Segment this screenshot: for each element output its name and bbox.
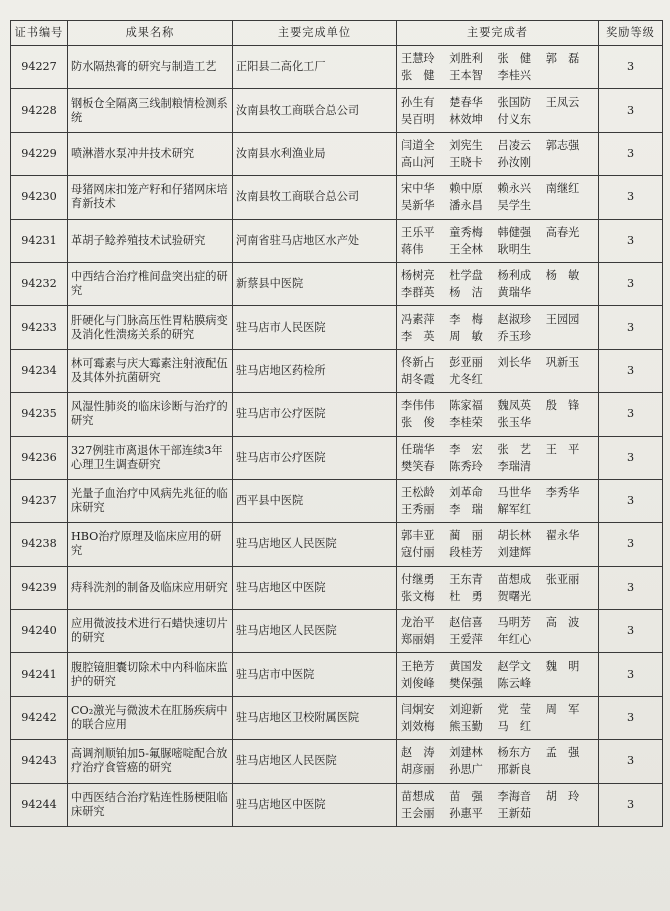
completer-name: 王乐平 — [401, 225, 435, 239]
completing-unit-cell: 驻马店市中医院 — [233, 653, 397, 696]
completer-name: 胡冬霞 — [401, 372, 435, 386]
completer-name: 李桂荣 — [449, 416, 483, 430]
completers-cell — [397, 653, 599, 696]
completer-name: 高 波 — [545, 616, 580, 630]
award-table — [10, 20, 663, 827]
completers-line — [401, 761, 594, 778]
cert-number-cell: 94234 — [11, 349, 68, 392]
cert-number-cell: 94235 — [11, 393, 68, 436]
achievement-name-cell: 中西医结合治疗粘连性肠梗阻临床研究 — [68, 783, 233, 826]
completers-cell — [397, 46, 599, 89]
completer-name: 李 宏 — [449, 442, 483, 456]
completer-name — [546, 718, 594, 735]
cert-number-cell: 94237 — [11, 479, 68, 522]
completer-name: 周 军 — [545, 703, 580, 717]
completer-name — [546, 414, 594, 431]
achievement-name-cell: HBO治疗原理及临床应用的研究 — [68, 523, 233, 566]
header-unit: 主要完成单位 — [233, 21, 397, 46]
table-row — [11, 219, 663, 262]
completer-name: 韩健强 — [497, 225, 532, 239]
completer-name: 高山河 — [401, 155, 435, 169]
table-row — [11, 176, 663, 219]
table-body — [11, 46, 663, 827]
completer-name: 王慧玲 — [401, 52, 435, 66]
completer-name: 王新茹 — [497, 806, 532, 820]
completer-name: 李群英 — [401, 286, 435, 300]
completers-line — [401, 588, 594, 605]
completer-name: 孙生有 — [401, 95, 435, 109]
completers-line — [401, 137, 594, 154]
completer-name — [546, 631, 594, 648]
completing-unit-cell: 驻马店市人民医院 — [233, 306, 397, 349]
completer-name: 林效坤 — [449, 112, 483, 126]
award-grade-cell: 3 — [599, 479, 663, 522]
header-row — [11, 21, 663, 46]
completers-line — [401, 744, 594, 761]
completers-cell — [397, 436, 599, 479]
completer-name: 杜学盘 — [449, 269, 483, 283]
completers-line — [401, 571, 594, 588]
completer-name: 付继勇 — [401, 572, 435, 586]
completer-name: 蔺 丽 — [449, 529, 483, 543]
completer-name: 苗想成 — [497, 572, 532, 586]
completing-unit-cell: 汝南县牧工商联合总公司 — [233, 176, 397, 219]
completers-line — [401, 718, 594, 735]
completers-line — [401, 180, 594, 197]
completer-name: 胡 玲 — [545, 789, 580, 803]
completer-name: 马世华 — [497, 486, 532, 500]
cert-number-cell: 94227 — [11, 46, 68, 89]
table-row — [11, 306, 663, 349]
completer-name: 张玉华 — [497, 416, 532, 430]
achievement-name-cell: 痔科洗剂的制备及临床应用研究 — [68, 566, 233, 609]
header-cert-no: 证书编号 — [11, 21, 68, 46]
completing-unit-cell: 驻马店地区人民医院 — [233, 523, 397, 566]
completer-name: 吴百明 — [401, 112, 435, 126]
completer-name: 张 艺 — [497, 442, 532, 456]
completer-name: 蒋伟 — [401, 242, 424, 256]
completer-name: 高春光 — [545, 225, 580, 239]
table-row — [11, 479, 663, 522]
achievement-name-cell: 327例驻市离退休干部连续3年心理卫生调查研究 — [68, 436, 233, 479]
table-row — [11, 740, 663, 783]
completer-name: 佟新占 — [401, 355, 435, 369]
header-people: 主要完成者 — [397, 21, 599, 46]
completer-name: 解军红 — [497, 503, 532, 517]
completer-name: 杨东方 — [497, 746, 532, 760]
completing-unit-cell: 正阳县二高化工厂 — [233, 46, 397, 89]
table-row — [11, 436, 663, 479]
achievement-name-cell: 肝硬化与门脉高压性胃粘膜病变及消化性溃疡关系的研究 — [68, 306, 233, 349]
completers-line — [401, 788, 594, 805]
completer-name: 闫炯安 — [401, 703, 435, 717]
cert-number-cell: 94238 — [11, 523, 68, 566]
completer-name: 李 瑞 — [449, 503, 483, 517]
completer-name: 吕凌云 — [497, 138, 532, 152]
completer-name: 李桂兴 — [497, 69, 532, 83]
completer-name: 尤冬红 — [449, 372, 483, 386]
completing-unit-cell: 驻马店地区药检所 — [233, 349, 397, 392]
completers-cell — [397, 610, 599, 653]
completer-name: 耿明生 — [497, 242, 532, 256]
completer-name — [546, 544, 594, 561]
completing-unit-cell: 驻马店地区人民医院 — [233, 740, 397, 783]
completer-name: 乔玉珍 — [497, 329, 532, 343]
completer-name: 张 健 — [401, 69, 435, 83]
cert-number-cell: 94239 — [11, 566, 68, 609]
completer-name: 张 健 — [497, 52, 532, 66]
completers-line — [401, 111, 594, 128]
table-row — [11, 523, 663, 566]
completer-name: 王晓卡 — [449, 155, 483, 169]
award-grade-cell: 3 — [599, 653, 663, 696]
completer-name: 付义东 — [497, 112, 532, 126]
completer-name: 刘胜利 — [449, 52, 483, 66]
completer-name: 贺曙光 — [497, 589, 532, 603]
completers-cell — [397, 306, 599, 349]
completer-name: 刘俊峰 — [401, 676, 435, 690]
cert-number-cell: 94228 — [11, 89, 68, 132]
completers-line — [401, 544, 594, 561]
completers-line — [401, 94, 594, 111]
award-grade-cell: 3 — [599, 566, 663, 609]
award-grade-cell: 3 — [599, 349, 663, 392]
completer-name: 杨利成 — [497, 269, 532, 283]
completing-unit-cell: 新蔡县中医院 — [233, 262, 397, 305]
completer-name — [546, 241, 594, 258]
award-grade-cell: 3 — [599, 610, 663, 653]
completer-name: 吴学生 — [497, 199, 532, 213]
completer-name: 潘永昌 — [449, 199, 483, 213]
award-grade-cell: 3 — [599, 740, 663, 783]
award-grade-cell: 3 — [599, 219, 663, 262]
completer-name — [546, 154, 594, 171]
completer-name: 彭亚丽 — [449, 355, 483, 369]
completers-line — [401, 267, 594, 284]
table-header — [11, 21, 663, 46]
completer-name — [546, 588, 594, 605]
completer-name: 张亚丽 — [545, 572, 580, 586]
table-row — [11, 696, 663, 739]
cert-number-cell: 94233 — [11, 306, 68, 349]
completer-name: 王 平 — [545, 442, 580, 456]
cert-number-cell: 94240 — [11, 610, 68, 653]
cert-number-cell: 94229 — [11, 132, 68, 175]
completer-name — [546, 458, 594, 475]
achievement-name-cell: 高调剂顺铂加5-氟脲嘧啶配合放疗治疗食管癌的研究 — [68, 740, 233, 783]
cert-number-cell: 94236 — [11, 436, 68, 479]
achievement-name-cell: 应用微波技术进行石蜡快速切片的研究 — [68, 610, 233, 653]
completer-name: 李海音 — [497, 789, 532, 803]
table-row — [11, 262, 663, 305]
completing-unit-cell: 驻马店地区人民医院 — [233, 610, 397, 653]
completer-name: 刘效梅 — [401, 720, 435, 734]
completers-line — [401, 441, 594, 458]
completers-line — [401, 631, 594, 648]
achievement-name-cell: 林可霉素与庆大霉素注射液配伍及其体外抗菌研究 — [68, 349, 233, 392]
completer-name: 年红心 — [497, 633, 532, 647]
completer-name: 刘宪生 — [449, 138, 483, 152]
completer-name: 任瑞华 — [401, 442, 435, 456]
completer-name: 孙汝刚 — [497, 155, 532, 169]
completers-cell — [397, 523, 599, 566]
completer-name: 吴新华 — [401, 199, 435, 213]
completer-name: 李 梅 — [449, 312, 483, 326]
completer-name: 王东青 — [449, 572, 483, 586]
achievement-name-cell: 钢板仓全隔离三线制粮情检测系统 — [68, 89, 233, 132]
achievement-name-cell: 光量子血治疗中风病先兆征的临床研究 — [68, 479, 233, 522]
completers-line — [401, 501, 594, 518]
award-grade-cell: 3 — [599, 393, 663, 436]
completer-name: 黄国发 — [449, 659, 483, 673]
table-row — [11, 349, 663, 392]
completers-cell — [397, 262, 599, 305]
completer-name: 刘革命 — [449, 486, 483, 500]
completer-name: 龙治平 — [401, 616, 435, 630]
achievement-name-cell: 腹腔镜胆囊切除术中内科临床监护的研究 — [68, 653, 233, 696]
completers-line — [401, 527, 594, 544]
completer-name: 樊保强 — [449, 676, 483, 690]
completer-name: 闫道全 — [401, 138, 435, 152]
completers-line — [401, 701, 594, 718]
completer-name: 刘迎新 — [449, 703, 483, 717]
completer-name: 邢新良 — [497, 763, 532, 777]
completer-name — [546, 328, 594, 345]
completer-name: 赵淑珍 — [497, 312, 532, 326]
completer-name — [498, 371, 546, 388]
header-grade: 奖励等级 — [599, 21, 663, 46]
completer-name: 陈云峰 — [497, 676, 532, 690]
completer-name: 陈秀玲 — [449, 459, 483, 473]
completers-line — [401, 614, 594, 631]
completers-cell — [397, 696, 599, 739]
table-row — [11, 132, 663, 175]
achievement-name-cell: 革胡子鲶养殖技术试验研究 — [68, 219, 233, 262]
completer-name: 张 俊 — [401, 416, 435, 430]
table-row — [11, 783, 663, 826]
completer-name: 周 敏 — [449, 329, 483, 343]
completer-name — [546, 805, 594, 822]
award-grade-cell: 3 — [599, 176, 663, 219]
completer-name: 胡彦丽 — [401, 763, 435, 777]
completer-name: 杜 勇 — [449, 589, 483, 603]
table-row — [11, 653, 663, 696]
completer-name — [546, 284, 594, 301]
award-grade-cell: 3 — [599, 306, 663, 349]
completers-cell — [397, 479, 599, 522]
completer-name: 赵 涛 — [401, 746, 435, 760]
completer-name: 马明芳 — [497, 616, 532, 630]
completers-line — [401, 154, 594, 171]
cert-number-cell: 94243 — [11, 740, 68, 783]
completer-name: 张文梅 — [401, 589, 435, 603]
completer-name: 王凤云 — [545, 95, 580, 109]
achievement-name-cell: CO₂激光与微波术在肛肠疾病中的联合应用 — [68, 696, 233, 739]
award-grade-cell: 3 — [599, 696, 663, 739]
cert-number-cell: 94232 — [11, 262, 68, 305]
completer-name: 王全林 — [449, 242, 483, 256]
completers-cell — [397, 566, 599, 609]
completers-line — [401, 371, 594, 388]
completers-cell — [397, 176, 599, 219]
cert-number-cell: 94244 — [11, 783, 68, 826]
completers-line — [401, 354, 594, 371]
completing-unit-cell: 驻马店地区中医院 — [233, 566, 397, 609]
completer-name: 刘长华 — [497, 355, 532, 369]
completers-line — [401, 484, 594, 501]
completer-name: 孙思广 — [449, 763, 483, 777]
completer-name: 黄瑞华 — [497, 286, 532, 300]
completers-cell — [397, 132, 599, 175]
completers-line — [401, 414, 594, 431]
cert-number-cell: 94231 — [11, 219, 68, 262]
completer-name: 王秀丽 — [401, 503, 435, 517]
completer-name: 赵学文 — [497, 659, 532, 673]
completers-cell — [397, 349, 599, 392]
completer-name: 段桂芳 — [449, 546, 483, 560]
completers-cell — [397, 783, 599, 826]
completers-cell — [397, 219, 599, 262]
award-grade-cell: 3 — [599, 523, 663, 566]
completer-name — [546, 501, 594, 518]
completer-name: 李伟伟 — [401, 399, 435, 413]
completing-unit-cell: 驻马店地区中医院 — [233, 783, 397, 826]
completer-name: 郭 磊 — [545, 52, 580, 66]
completers-cell — [397, 393, 599, 436]
completing-unit-cell: 河南省驻马店地区水产处 — [233, 219, 397, 262]
completer-name — [546, 371, 594, 388]
completer-name: 楚春华 — [449, 95, 483, 109]
award-grade-cell: 3 — [599, 132, 663, 175]
completers-cell — [397, 89, 599, 132]
completer-name: 李秀华 — [545, 486, 580, 500]
completer-name: 赵信喜 — [449, 616, 483, 630]
completers-line — [401, 458, 594, 475]
completers-cell — [397, 740, 599, 783]
completer-name: 胡长林 — [497, 529, 532, 543]
completer-name: 王松龄 — [401, 486, 435, 500]
completer-name: 王艳芳 — [401, 659, 435, 673]
completing-unit-cell: 驻马店市公疗医院 — [233, 393, 397, 436]
completers-line — [401, 197, 594, 214]
completers-line — [401, 224, 594, 241]
completers-line — [401, 328, 594, 345]
completer-name: 孙惠平 — [449, 806, 483, 820]
award-grade-cell: 3 — [599, 262, 663, 305]
cert-number-cell: 94230 — [11, 176, 68, 219]
table-row — [11, 393, 663, 436]
completer-name: 郭志强 — [545, 138, 580, 152]
award-grade-cell: 3 — [599, 89, 663, 132]
completer-name: 郭丰亚 — [401, 529, 435, 543]
completer-name: 王园园 — [545, 312, 580, 326]
completer-name — [546, 197, 594, 214]
header-name: 成果名称 — [68, 21, 233, 46]
completer-name: 郑丽娟 — [401, 633, 435, 647]
completer-name: 童秀梅 — [449, 225, 483, 239]
completer-name: 苗想成 — [401, 789, 435, 803]
completer-name: 马 红 — [497, 720, 532, 734]
completer-name: 南继红 — [545, 182, 580, 196]
completing-unit-cell: 驻马店市公疗医院 — [233, 436, 397, 479]
completer-name — [546, 111, 594, 128]
completer-name — [546, 761, 594, 778]
completers-line — [401, 675, 594, 692]
completers-line — [401, 284, 594, 301]
award-grade-cell: 3 — [599, 783, 663, 826]
completer-name: 赖永兴 — [497, 182, 532, 196]
completing-unit-cell: 汝南县水利渔业局 — [233, 132, 397, 175]
completer-name: 张国防 — [497, 95, 532, 109]
completer-name — [546, 67, 594, 84]
completer-name: 翟永华 — [545, 529, 580, 543]
completers-line — [401, 50, 594, 67]
award-grade-cell: 3 — [599, 46, 663, 89]
completing-unit-cell: 驻马店地区卫校附属医院 — [233, 696, 397, 739]
completer-name: 冯素萍 — [401, 312, 435, 326]
award-grade-cell: 3 — [599, 436, 663, 479]
completer-name: 宋中华 — [401, 182, 435, 196]
completer-name: 苗 强 — [449, 789, 483, 803]
completer-name: 魏 明 — [545, 659, 580, 673]
completer-name: 魏凤英 — [497, 399, 532, 413]
completer-name — [546, 675, 594, 692]
table-row — [11, 46, 663, 89]
achievement-name-cell: 中西结合治疗椎间盘突出症的研究 — [68, 262, 233, 305]
completer-name: 樊笑春 — [401, 459, 435, 473]
achievement-name-cell: 风湿性肺炎的临床诊断与治疗的研究 — [68, 393, 233, 436]
completers-line — [401, 241, 594, 258]
completers-line — [401, 805, 594, 822]
completer-name: 王会丽 — [401, 806, 435, 820]
completers-line — [401, 397, 594, 414]
completing-unit-cell: 西平县中医院 — [233, 479, 397, 522]
completer-name: 党 莹 — [497, 703, 532, 717]
completers-line — [401, 67, 594, 84]
table-row — [11, 610, 663, 653]
completer-name: 杨 敏 — [545, 269, 580, 283]
completer-name: 巩新玉 — [545, 355, 580, 369]
achievement-name-cell: 防水隔热膏的研究与制造工艺 — [68, 46, 233, 89]
completers-line — [401, 311, 594, 328]
completer-name: 殷 锋 — [545, 399, 580, 413]
completer-name: 杨 洁 — [449, 286, 483, 300]
completer-name: 赖中原 — [449, 182, 483, 196]
completer-name: 杨树亮 — [401, 269, 435, 283]
achievement-name-cell: 喷淋潜水泵冲井技术研究 — [68, 132, 233, 175]
completer-name: 刘建辉 — [497, 546, 532, 560]
completer-name: 王爱萍 — [449, 633, 483, 647]
completer-name: 寇付丽 — [401, 546, 435, 560]
cert-number-cell: 94241 — [11, 653, 68, 696]
completer-name: 李瑞清 — [497, 459, 532, 473]
table-row — [11, 566, 663, 609]
table-row — [11, 89, 663, 132]
completers-line — [401, 658, 594, 675]
completer-name: 熊玉勤 — [449, 720, 483, 734]
cert-number-cell: 94242 — [11, 696, 68, 739]
completer-name: 李 英 — [401, 329, 435, 343]
completer-name: 刘建林 — [449, 746, 483, 760]
completer-name: 孟 强 — [545, 746, 580, 760]
completer-name: 陈家福 — [449, 399, 483, 413]
completing-unit-cell: 汝南县牧工商联合总公司 — [233, 89, 397, 132]
achievement-name-cell: 母猪网床扣笼产籽和仔猪网床培育新技术 — [68, 176, 233, 219]
completer-name: 王本智 — [449, 69, 483, 83]
